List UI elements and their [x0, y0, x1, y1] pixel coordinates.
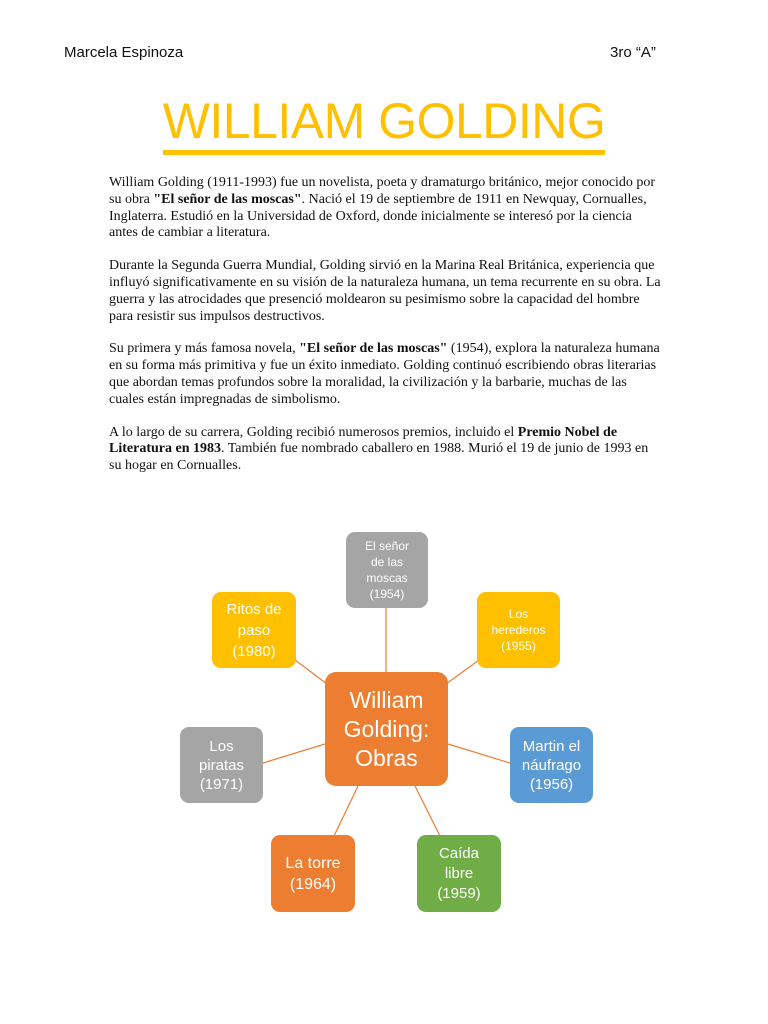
work-label-line: libre [444, 864, 474, 882]
work-year: (1955) [501, 639, 536, 653]
connector-bot [334, 786, 358, 836]
center-line-1: William [349, 686, 424, 713]
work-node-martin-el-naufrago [510, 727, 593, 803]
work-node-los-herederos [477, 592, 560, 668]
center-line-2: Golding: [343, 715, 430, 742]
connector-botright [415, 786, 440, 836]
paragraph-4-text-a: A lo largo de su carrera, Golding recibió numerosos premios, incluido el [109, 424, 518, 440]
paragraph-3-text-c: (1954), explora la naturaleza humana en su forma más primitiva y fue un éxito inmediato. Golding continuó escribiendo obras literarias que abordan temas profundos sobre la moralidad, la civilización y la barbarie, muchas de las cuales están impregnadas de simbolismo. [109, 341, 660, 407]
paragraph-1-bold: "El señor de las moscas" [153, 191, 302, 207]
paragraph-1-text-c: . Nació el 19 de septiembre de 1911 en Newquay, Cornualles, Inglaterra. Estudió en la Universidad de Oxford, donde inicialmente se interesó por la ciencia antes de cambiar a literatura. [109, 191, 647, 241]
paragraph-4 [109, 425, 661, 475]
biography-text [109, 175, 661, 491]
paragraph-2: Durante la Segunda Guerra Mundial, Golding sirvió en la Marina Real Británica, experiencia que influyó significativamente en su visión de la naturaleza humana, un tema recurrente en su obra. La guerra y las atrocidades que presenció moldearon su pesimismo sobre la capacidad del hombre para resistir sus impulsos destructivos. [109, 258, 661, 324]
work-year: (1954) [369, 587, 405, 601]
class-label: 3ro “A” [610, 44, 656, 61]
work-label-line: Los [508, 607, 529, 621]
work-node-el-senor-de-las-moscas [346, 532, 428, 608]
work-label-line: moscas [366, 571, 408, 585]
connector-right [448, 744, 510, 763]
paragraph-1-text-a: William Golding (1911-1993) fue un novelista, poeta y dramaturgo británico, mejor conocido por su obra [109, 175, 656, 207]
work-label-line: de las [370, 555, 404, 569]
work-label-line: paso [237, 621, 271, 639]
work-label-line: Ritos de [226, 600, 282, 618]
diagram-center-node [325, 672, 448, 786]
work-label-line: Los [209, 737, 234, 755]
work-label-line: herederos [491, 623, 546, 637]
connector-topleft [295, 660, 327, 684]
paragraph-3-text-a: Su primera y más famosa novela, [109, 341, 300, 357]
center-line-3: Obras [355, 744, 418, 771]
work-node-caida-libre [417, 835, 501, 912]
work-year: (1959) [437, 884, 481, 902]
paragraph-4-text-c: . También fue nombrado caballero en 1988. Murió el 19 de junio de 1993 en su hogar en Cornualles. [109, 441, 649, 474]
work-year: (1964) [289, 875, 337, 893]
work-label-line: Martin el [522, 737, 581, 755]
title-container [0, 92, 768, 155]
author-name: Marcela Espinoza [64, 44, 184, 61]
page-title: WILLIAM GOLDING [163, 92, 606, 155]
connector-topright [446, 660, 479, 684]
paragraph-4-bold: Premio Nobel de Literatura en 1983 [109, 424, 618, 457]
work-node-la-torre [271, 835, 355, 912]
paragraph-3 [109, 341, 661, 408]
paragraph-1 [109, 175, 661, 242]
work-node-ritos-de-paso [212, 592, 296, 668]
work-year: (1980) [232, 642, 276, 660]
work-label-line: Caída [438, 844, 479, 862]
work-label-line: piratas [198, 756, 245, 774]
paragraph-3-bold: "El señor de las moscas" [299, 341, 448, 357]
work-label-line: El señor [364, 539, 410, 553]
work-label-line: La torre [285, 854, 341, 872]
work-node-los-piratas [180, 727, 263, 803]
work-year: (1971) [199, 775, 244, 793]
connector-left [263, 744, 325, 763]
work-year: (1956) [529, 775, 574, 793]
work-label-line: náufrago [521, 756, 582, 774]
